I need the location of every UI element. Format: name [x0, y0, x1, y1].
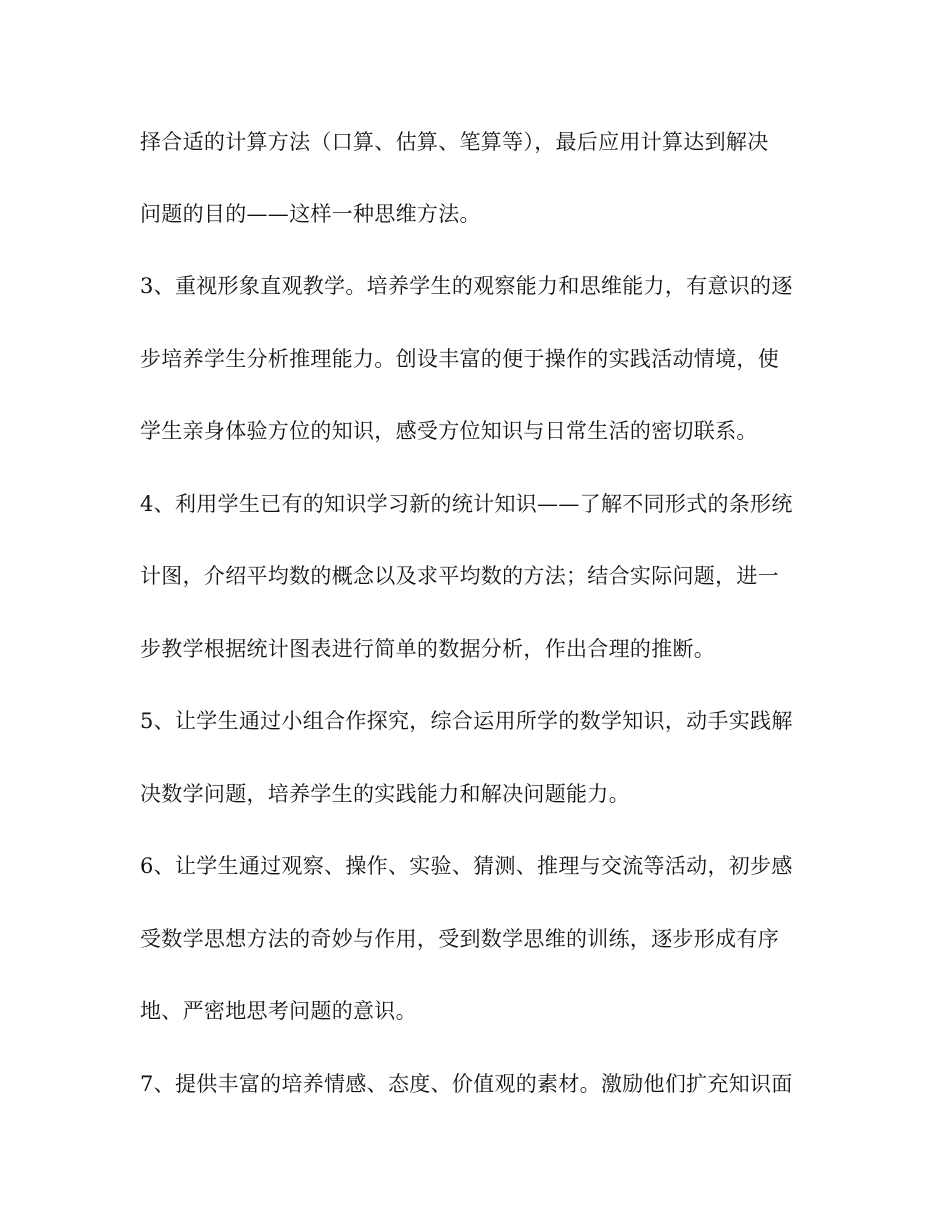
text-line: 地、严密地思考问题的意识。 [140, 999, 417, 1023]
text-line: 3、重视形象直观教学。培养学生的观察能力和思维能力，有意识的逐 [140, 274, 793, 298]
text-line: 决数学问题，培养学生的实践能力和解决问题能力。 [140, 782, 630, 806]
text-line: 问题的目的——这样一种思维方法。 [140, 202, 481, 226]
text-line: 步培养学生分析推理能力。创设丰富的便于操作的实践活动情境，使 [140, 347, 779, 371]
text-line: 计图，介绍平均数的概念以及求平均数的方法；结合实际问题，进一 [140, 564, 779, 588]
text-line: 5、让学生通过小组合作探究，综合运用所学的数学知识，动手实践解 [140, 709, 793, 733]
text-line: 择合适的计算方法（口算、估算、笔算等），最后应用计算达到解决 [140, 130, 769, 154]
text-line: 学生亲身体验方位的知识，感受方位知识与日常生活的密切联系。 [140, 419, 758, 443]
text-line: 4、利用学生已有的知识学习新的统计知识——了解不同形式的条形统 [140, 492, 793, 516]
text-line: 7、提供丰富的培养情感、态度、价值观的素材。激励他们扩充知识面 [140, 1072, 793, 1096]
text-line: 6、让学生通过观察、操作、实验、猜测、推理与交流等活动，初步感 [140, 854, 793, 878]
text-line: 步教学根据统计图表进行简单的数据分析，作出合理的推断。 [140, 637, 716, 661]
text-line: 受数学思想方法的奇妙与作用，受到数学思维的训练，逐步形成有序 [140, 927, 779, 951]
